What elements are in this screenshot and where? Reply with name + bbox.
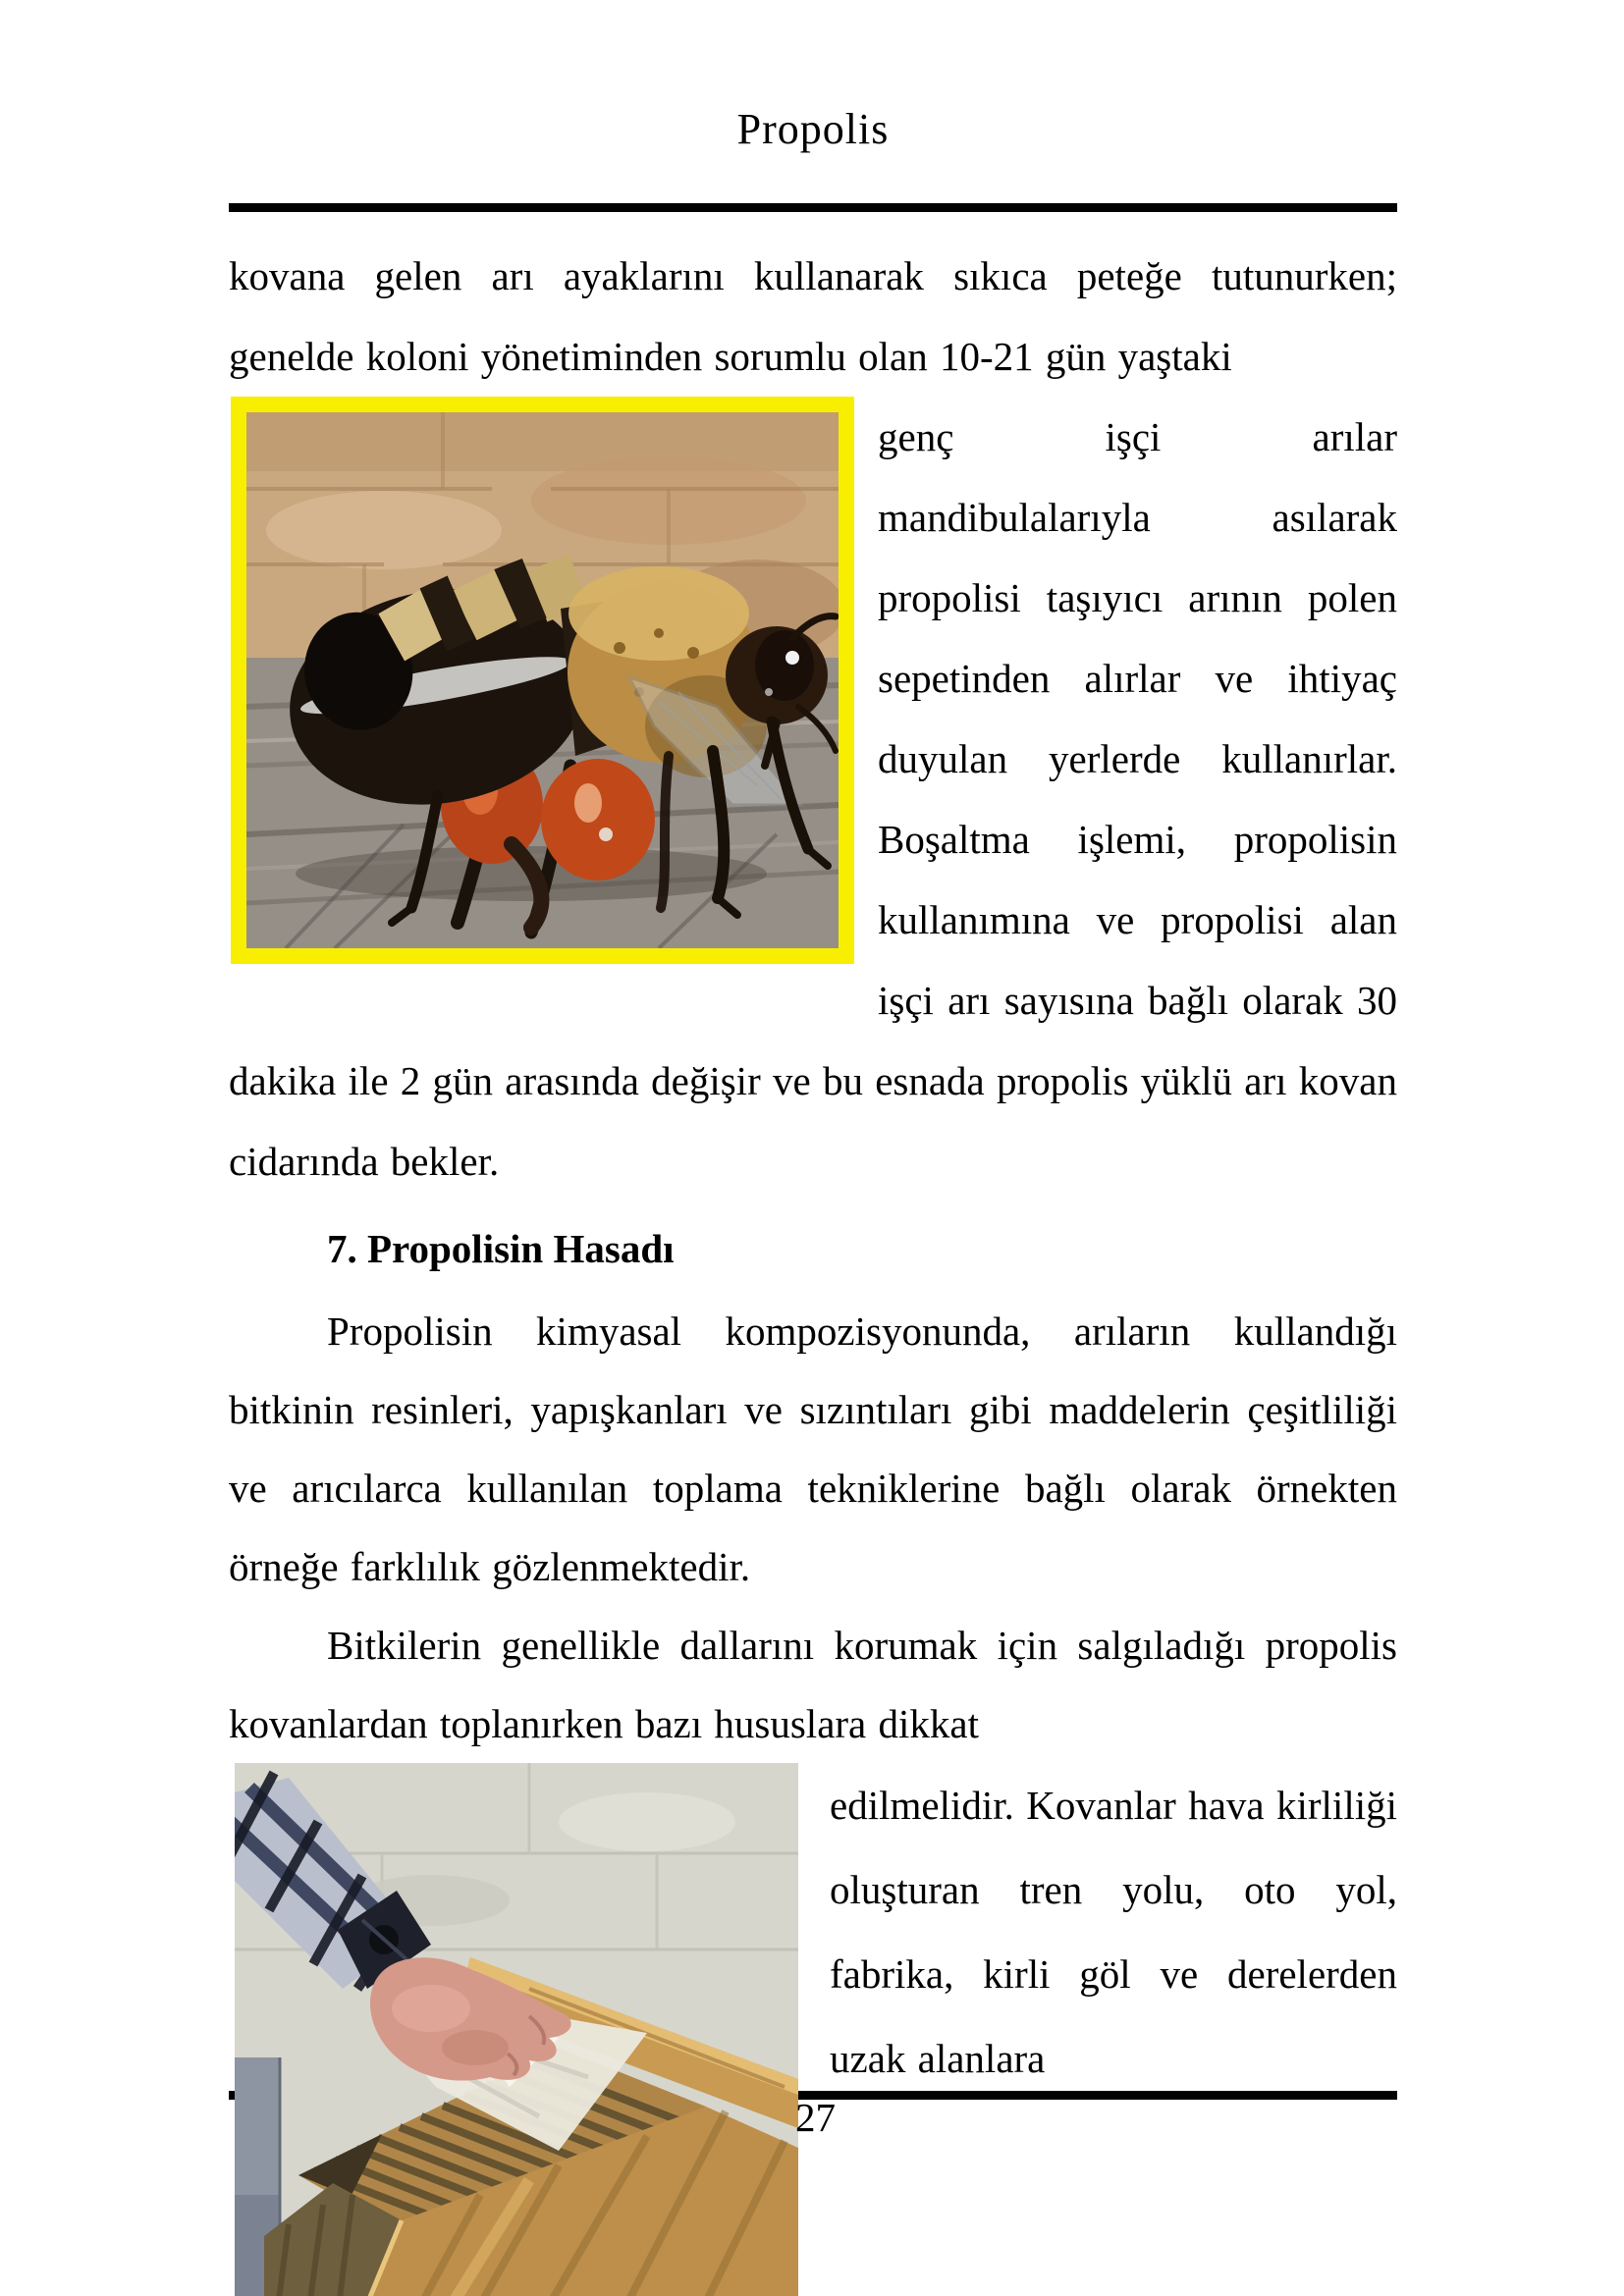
paragraph-composition: Propolisin kimyasal kompozisyonunda, arıların kullandığı bitkinin resinleri, yapışkanları ve sızıntıları gibi maddelerin çeşitliliği ve arıcılarca kullanılan toplama tekniklerine bağlı olarak örnekten örneğe farklılık gözlenmektedir. — [229, 1308, 1397, 1589]
page-title: Propolis — [736, 105, 890, 153]
bee-photo — [231, 397, 854, 964]
hive-photo — [235, 1763, 798, 2296]
page-number: 27 — [795, 2095, 836, 2140]
section-gap — [229, 1201, 1397, 1221]
hive-photo-illustration — [235, 1763, 798, 2296]
page-content — [0, 106, 1624, 2101]
paragraph-intro — [229, 236, 1397, 397]
bee-photo-illustration — [246, 412, 839, 948]
paragraph-harvest-intro: Bitkilerin genellikle dallarını korumak için salgıladığı propolis kovanlardan toplanırken bazı hususlara dikkat — [229, 1623, 1397, 1746]
paragraph-intro-text: kovana gelen arı ayaklarını kullanarak sıkıca peteğe tutunurken; genelde koloni yönetiminden sorumlu olan 10-21 gün yaştaki — [229, 253, 1397, 379]
paragraph-hive-wrap — [229, 1763, 1397, 2101]
paragraph-bee-wrap — [229, 397, 1397, 1201]
section-heading: 7. Propolisin Hasadı — [327, 1226, 675, 1271]
paragraph-hive-wrap-text: edilmelidir. Kovanlar hava kirliliği oluşturan tren yolu, oto yol, fabrika, kirli göl ve derelerden uzak alanlara — [830, 1783, 1397, 2081]
paragraph-bee-wrap-text: genç işçi arılar mandibulalarıyla asılarak propolisi taşıyıcı arının polen sepetinden alırlar ve ihtiyaç duyulan yerlerde kullanırlar. Boşaltma işlemi, propolisin kullanımına ve propolisi alan işçi arı sayısına bağlı olarak 30 dakika ile 2 gün arasında değişir ve bu esnada propolis yüklü arı kovan cidarında bekler. — [229, 414, 1397, 1184]
header-rule — [229, 203, 1397, 212]
